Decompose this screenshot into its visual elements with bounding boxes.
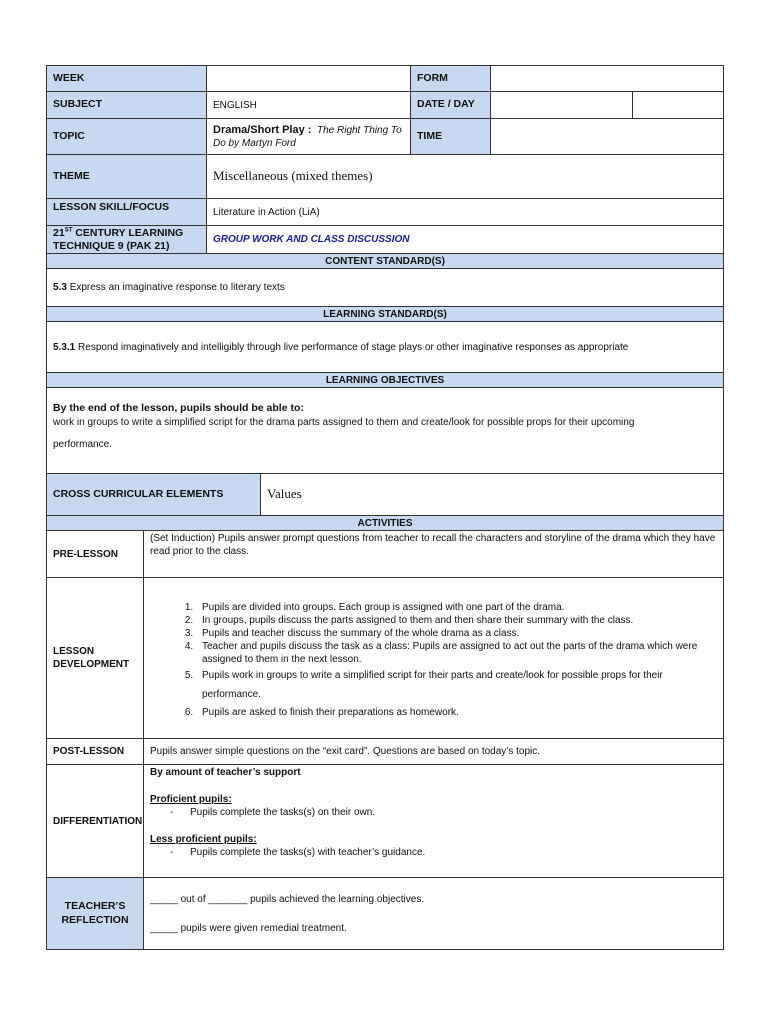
pre-lesson-text: (Set Induction) Pupils answer prompt questions from teacher to recall the characters and storyline of the drama which they have read prior to the class.: [144, 531, 724, 578]
content-standard-header: CONTENT STANDARD(S): [47, 254, 724, 269]
post-lesson-label: POST-LESSON: [47, 739, 144, 765]
less-proficient-title: Less proficient pupils:: [150, 834, 257, 845]
cross-table: [46, 473, 724, 516]
proficient-title: Proficient pupils:: [150, 794, 232, 805]
objectives-text-2: performance.: [53, 438, 112, 450]
pre-lesson-label: PRE-LESSON: [47, 531, 144, 578]
list-item: 2. In groups, pupils discuss the parts assigned to them and then share their summary with the class.: [196, 614, 717, 627]
post-lesson-text: Pupils answer simple questions on the “exit card”. Questions are based on today’s topic.: [144, 739, 724, 765]
reflection-line-1: _____ out of _______ pupils achieved the learning objectives.: [150, 893, 425, 905]
learning-standard-text: 5.3.1 Respond imaginatively and intelligibly through live performance of stage plays or other imaginative responses as appropriate: [47, 322, 724, 373]
proficient-text: - Pupils complete the tasks(s) on their own.: [170, 807, 376, 818]
date-label: DATE / DAY: [411, 92, 491, 119]
objectives-text: work in groups to write a simplified script for the drama parts assigned to them and create/look for possible props for their upcoming: [53, 416, 635, 428]
reflection-label: TEACHER’S REFLECTION: [47, 878, 144, 950]
day-field[interactable]: [633, 92, 724, 119]
topic-subtitle: The Right Thing To Do by Martyn Ford: [213, 124, 402, 150]
list-item: 1. Pupils are divided into groups. Each group is assigned with one part of the drama.: [196, 601, 717, 614]
lesson-development-label: LESSON DEVELOPMENT: [47, 578, 144, 739]
lesson-plan: [46, 65, 723, 950]
list-item: 5. Pupils work in groups to write a simplified script for their parts and create/look for possible props for their performance.: [196, 666, 717, 704]
list-item: 6. Pupils are asked to finish their preparations as homework.: [196, 706, 717, 719]
differentiation-body: [144, 765, 724, 878]
activities-header: ACTIVITIES: [47, 516, 724, 531]
subject-value: ENGLISH: [207, 92, 411, 119]
differentiation-label: DIFFERENTIATION: [47, 765, 144, 878]
differentiation-heading: By amount of teacher’s support: [150, 767, 301, 778]
objectives-header: LEARNING OBJECTIVES: [47, 373, 724, 388]
lesson-development-body: [144, 578, 724, 739]
reflection-line-2: _____ pupils were given remedial treatment.: [150, 922, 347, 934]
learning-standard-header: LEARNING STANDARD(S): [47, 307, 724, 322]
activities-table: [46, 515, 724, 950]
objectives-lead: By the end of the lesson, pupils should be able to:: [53, 402, 304, 414]
topic-value: [207, 119, 411, 155]
skill-label: LESSON SKILL/FOCUS: [47, 199, 207, 226]
century-label: 21ST CENTURY LEARNING TECHNIQUE 9 (PAK 21): [47, 226, 207, 254]
lesson-development-list: [150, 601, 717, 719]
header-table: [46, 65, 724, 474]
topic-title: Drama/Short Play :: [213, 123, 312, 136]
content-standard-text: 5.3 Express an imaginative response to literary texts: [47, 269, 724, 307]
theme-label: THEME: [47, 155, 207, 199]
objectives-body: [47, 388, 724, 474]
subject-label: SUBJECT: [47, 92, 207, 119]
topic-label: TOPIC: [47, 119, 207, 155]
list-item: 3. Pupils and teacher discuss the summary of the whole drama as a class.: [196, 627, 717, 640]
cross-label: CROSS CURRICULAR ELEMENTS: [47, 474, 261, 516]
theme-value: Miscellaneous (mixed themes): [207, 155, 724, 199]
time-field[interactable]: [491, 119, 724, 155]
reflection-body: [144, 878, 724, 950]
time-label: TIME: [411, 119, 491, 155]
form-label: FORM: [411, 66, 491, 92]
week-field[interactable]: [207, 66, 411, 92]
less-proficient-text: - Pupils complete the tasks(s) with teacher’s guidance.: [170, 847, 426, 858]
week-label: WEEK: [47, 66, 207, 92]
century-value: GROUP WORK AND CLASS DISCUSSION: [207, 226, 724, 254]
date-field[interactable]: [491, 92, 633, 119]
skill-value: Literature in Action (LiA): [207, 199, 724, 226]
form-field[interactable]: [491, 66, 724, 92]
list-item: 4. Teacher and pupils discuss the task as a class: Pupils are assigned to act out the parts of the drama which were assigned to them in the next lesson.: [196, 640, 717, 666]
cross-value: Values: [261, 474, 724, 516]
